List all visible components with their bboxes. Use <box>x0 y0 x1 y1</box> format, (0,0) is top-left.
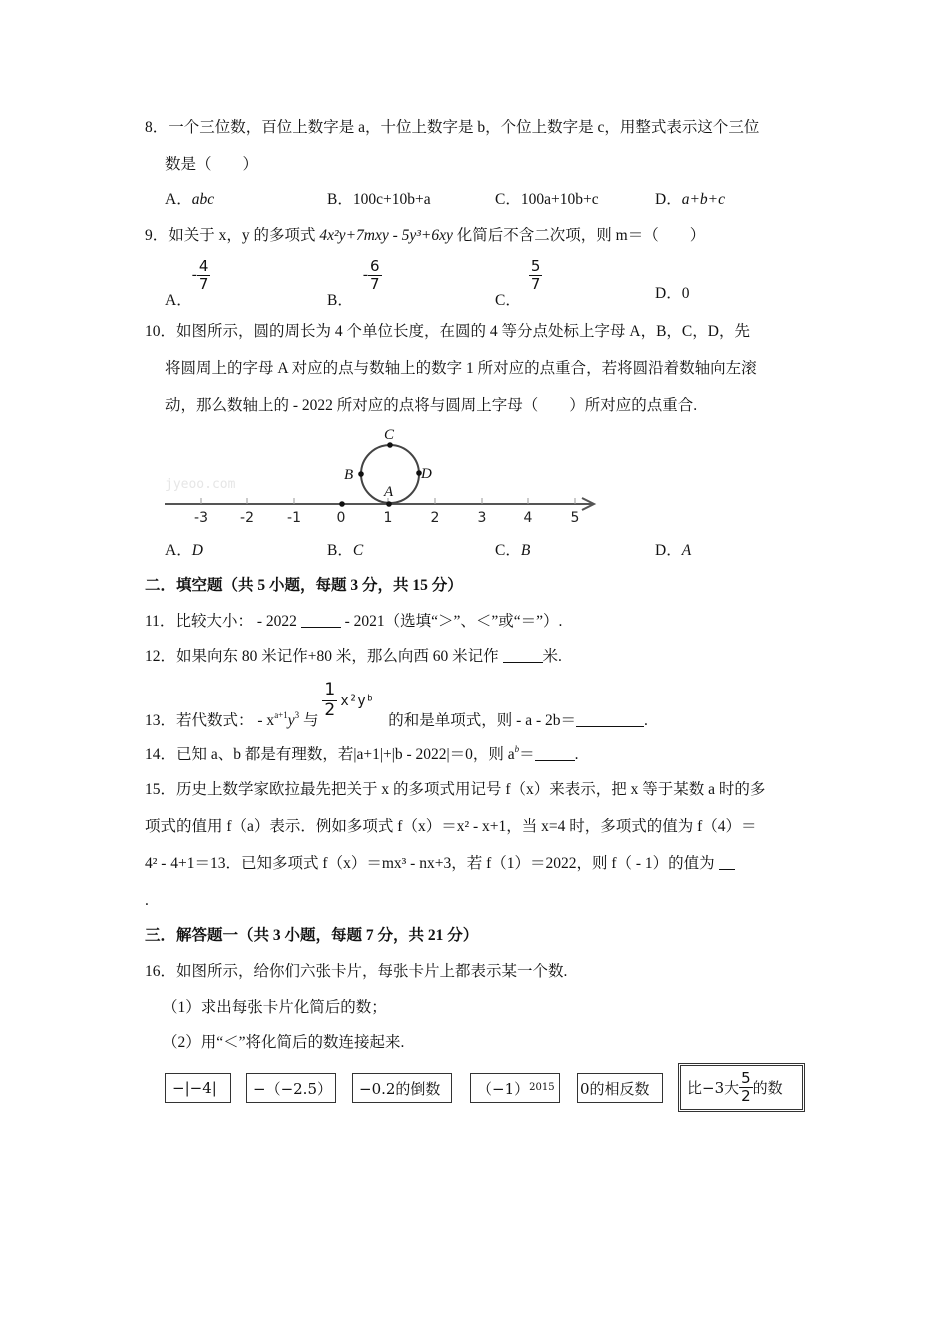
numerator: 5 <box>741 1069 751 1087</box>
tick-label: 2 <box>430 510 440 526</box>
denominator: 7 <box>198 275 209 293</box>
number-line-figure <box>160 422 610 527</box>
q9-option-b[interactable] <box>327 257 382 310</box>
q8-option-d[interactable] <box>655 190 725 210</box>
question-text: 历史上数学家欧拉最先把关于 x 的多项式用记号 f（x）来表示，把 x 等于某数 a 时的多 <box>176 781 766 798</box>
question-15-line2: 项式的值用 f（a）表示．例如多项式 f（x）＝x² - x+1，当 x=4 时，多项式的值为 f（4）＝ <box>145 818 757 835</box>
question-11 <box>145 612 562 632</box>
tick-label: 1 <box>383 510 393 526</box>
label-b: B <box>344 467 354 483</box>
question-text: 与 <box>299 712 319 729</box>
option-label: A． <box>165 292 192 310</box>
option-label: A． <box>165 542 192 559</box>
q9-option-c[interactable] <box>495 257 542 310</box>
denominator: 7 <box>530 275 541 293</box>
question-15-line1 <box>145 780 765 800</box>
answer-blank[interactable] <box>301 613 341 628</box>
question-number: 14． <box>145 746 177 763</box>
question-16-stem <box>145 962 567 982</box>
option-label: A． <box>165 191 192 208</box>
question-text: 如图所示，给你们六张卡片，每张卡片上都表示某一个数. <box>176 963 568 980</box>
option-label: B． <box>327 542 353 559</box>
card-text: 0的相反数 <box>580 1079 650 1098</box>
card-neg-neg2-5 <box>246 1073 336 1103</box>
question-16-part2: （2）用“＜”将化简后的数连接起来. <box>162 1034 405 1051</box>
option-text: 0 <box>681 285 690 302</box>
q10-option-b[interactable] <box>327 541 363 561</box>
question-text: 化简后不含二次项，则 m＝（ ） <box>452 227 706 244</box>
numerator: 1 <box>324 680 336 700</box>
question-text: 米. <box>542 648 562 665</box>
option-text: B <box>520 542 531 559</box>
option-label: D． <box>655 285 682 302</box>
section-2-heading: 二．填空题（共 5 小题，每题 3 分，共 15 分） <box>145 577 463 594</box>
q9-option-d[interactable] <box>655 284 689 304</box>
card-reciprocal <box>352 1073 452 1103</box>
question-text: 如图所示，圆的周长为 4 个单位长度，在圆的 4 等分点处标上字母 A，B，C，D，先 <box>176 323 750 340</box>
option-label: C． <box>495 191 521 208</box>
numerator: 5 <box>530 257 541 275</box>
tick-label: 4 <box>523 510 533 526</box>
answer-blank[interactable] <box>576 712 644 727</box>
question-text: - 2021（选填“＞”、＜”或“＝”）. <box>340 613 563 630</box>
question-text: 4² - 4+1＝13．已知多项式 f（x）＝mx³ - nx+3，若 f（1）＝2022，则 f（ - 1）的值为 <box>145 855 719 872</box>
option-text: D <box>191 542 203 559</box>
question-text: 已知 a、b 都是有理数，若|a+1|+|b - 2022|＝0，则 a <box>176 746 515 763</box>
question-10-line3: 动，那么数轴上的 - 2022 所对应的点将与圆周上字母（ ）所对应的点重合. <box>165 397 698 414</box>
card-text: −0.2的倒数 <box>359 1079 441 1098</box>
q10-option-a[interactable] <box>165 541 203 561</box>
question-number: 16． <box>145 963 177 980</box>
option-label: C． <box>495 542 521 559</box>
period: . <box>644 712 648 729</box>
fraction <box>197 258 211 293</box>
card-power: （−1） 2015 <box>470 1073 560 1103</box>
question-14 <box>145 745 578 765</box>
period: . <box>574 746 579 763</box>
q8-option-c[interactable] <box>495 190 599 210</box>
question-number: 11． <box>145 613 176 630</box>
exponent: a+1 <box>274 710 288 720</box>
number-line-svg <box>160 422 610 527</box>
denominator: 2 <box>324 700 336 720</box>
question-text: 如果向东 80 米记作+80 米，那么向西 60 米记作 <box>176 648 503 665</box>
question-10-line1 <box>145 322 750 342</box>
option-text: A <box>681 542 692 559</box>
card-opposite <box>577 1073 663 1103</box>
q10-option-c[interactable] <box>495 541 530 561</box>
minus-sign: - <box>362 266 369 284</box>
tick-label: 5 <box>570 510 580 526</box>
tick-label: 3 <box>477 510 487 526</box>
question-12 <box>145 647 562 667</box>
option-label: C． <box>495 292 521 310</box>
option-label: B． <box>327 191 353 208</box>
question-number: 12． <box>145 648 177 665</box>
question-13 <box>145 680 648 731</box>
answer-blank[interactable] <box>503 648 543 663</box>
question-number: 13． <box>145 712 177 729</box>
exponent: b <box>514 744 520 754</box>
tick-label: -3 <box>194 510 208 526</box>
fraction <box>368 258 382 293</box>
question-10-line2: 将圆周上的字母 A 对应的点与数轴上的数字 1 所对应的点重合，若将圆沿着数轴向左滚 <box>165 360 757 377</box>
option-label: D． <box>655 542 682 559</box>
card-text: −（−2.5） <box>253 1079 332 1098</box>
question-text: 的和是单项式，则 - a - 2b＝ <box>384 712 577 729</box>
polynomial-expression: 4x²y+7mxy - 5y³+6xy <box>319 227 453 244</box>
q9-option-a[interactable] <box>165 257 210 310</box>
option-text: a+b+c <box>681 191 726 208</box>
question-text: 如关于 x，y 的多项式 <box>168 227 320 244</box>
card-text: 的数 <box>752 1079 783 1097</box>
tick-label: -1 <box>287 510 301 526</box>
numerator: 6 <box>370 257 380 275</box>
option-text: 100a+10b+c <box>520 191 599 208</box>
monomial-expression <box>322 680 384 725</box>
question-number: 15． <box>145 781 177 798</box>
label-c: C <box>384 427 395 443</box>
numerator: 4 <box>198 257 209 275</box>
card-abs-neg4 <box>165 1073 231 1103</box>
question-16-part1: （1）求出每张卡片化简后的数； <box>162 999 387 1016</box>
card-text: （−1） <box>477 1079 530 1098</box>
option-label: D． <box>655 191 682 208</box>
question-8-line2: 数是（ ） <box>165 156 259 173</box>
fraction <box>739 1070 753 1105</box>
tick-label: 0 <box>336 510 346 526</box>
question-number: 8． <box>145 119 169 136</box>
q10-option-d[interactable] <box>655 541 691 561</box>
denominator: 7 <box>370 275 380 293</box>
q8-option-b[interactable] <box>327 190 431 210</box>
option-text: abc <box>191 191 215 208</box>
label-d: D <box>421 466 432 482</box>
fraction <box>529 258 543 293</box>
question-text: ＝ <box>519 746 535 763</box>
q8-option-a[interactable] <box>165 190 214 210</box>
option-label: B． <box>327 292 353 310</box>
card-greater-than <box>678 1063 805 1112</box>
variable: y <box>287 712 295 729</box>
question-text: 一个三位数，百位上数字是 a，十位上数字是 b，个位上数字是 c，用整式表示这个三位 <box>168 119 760 136</box>
exponent: 3 <box>294 710 300 720</box>
question-8-line1 <box>145 118 759 138</box>
answer-blank[interactable] <box>719 855 735 870</box>
question-9-stem <box>145 226 705 246</box>
fraction <box>322 681 337 720</box>
tick-label: -2 <box>240 510 254 526</box>
option-text: 100c+10b+a <box>352 191 431 208</box>
question-text: 若代数式： - x <box>176 712 275 729</box>
question-number: 9． <box>145 227 169 244</box>
option-text: C <box>352 542 364 559</box>
card-text: −|−4| <box>172 1079 217 1097</box>
watermark: jyeoo.com <box>165 477 236 492</box>
question-15-line4: . <box>145 892 149 909</box>
question-15-line3 <box>145 854 735 874</box>
section-3-heading: 三．解答题一（共 3 小题，每题 7 分，共 21 分） <box>145 927 479 944</box>
minus-sign: - <box>191 266 197 284</box>
answer-blank[interactable] <box>535 746 575 761</box>
label-a: A <box>384 484 394 500</box>
denominator: 2 <box>741 1087 751 1105</box>
question-number: 10． <box>145 323 177 340</box>
question-text: 比较大小： - 2022 <box>175 613 301 630</box>
card-text: 比−3大 <box>687 1079 740 1097</box>
monomial-term: x²yᵇ <box>340 693 375 709</box>
